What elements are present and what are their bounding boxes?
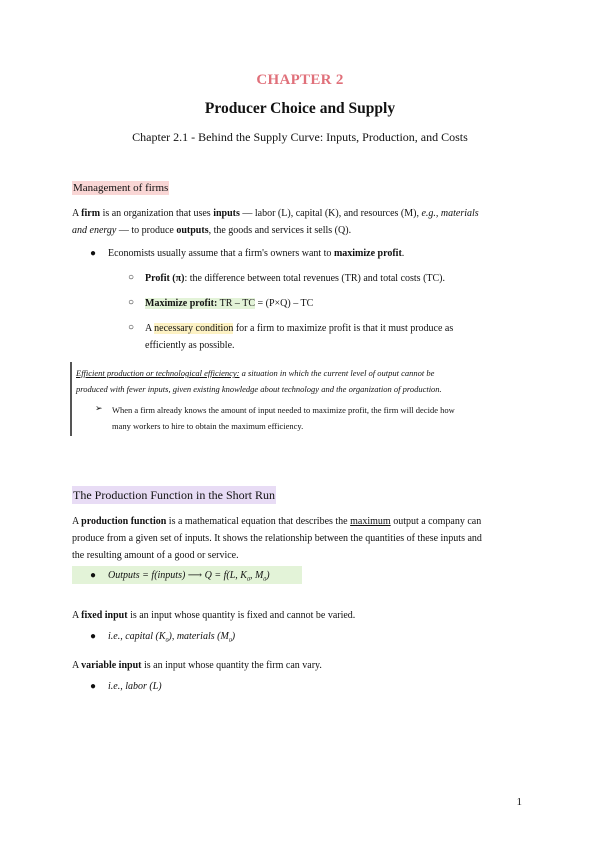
bullet: ● — [90, 631, 97, 642]
term-outputs: outputs — [176, 225, 209, 236]
efficiency-note: When a firm already knows the amount of input needed to maximize profit, the firm will decide how many workers to hire to obtain the maximum efficiency. — [112, 405, 455, 431]
sub-bullet: ○ — [128, 322, 135, 333]
necessary-condition: A necessary condition for a firm to maximize profit is that it must produce as efficiently as possible. — [145, 323, 454, 351]
bullet: ● — [90, 570, 97, 581]
term-production-function: production function — [81, 516, 167, 527]
variable-input-example: i.e., labor (L) — [108, 681, 162, 692]
term-necessary-condition: necessary condition — [154, 323, 234, 334]
profit-definition: Profit (π): the difference between total revenues (TR) and total costs (TC). — [145, 273, 446, 284]
sub-bullet: ○ — [128, 297, 135, 308]
term-inputs: inputs — [213, 208, 240, 219]
production-heading-text: The Production Function in the Short Run — [73, 488, 275, 502]
maximize-profit-formula: Maximize profit: TR – TC = (P×Q) – TC — [145, 298, 314, 309]
efficiency-definition: Efficient production or technological efficiency: a situation in which the current level of output cannot be produced with fewer inputs, given existing knowledge about technology and the organization of production. — [76, 368, 442, 394]
arrow-bullet: ➢ — [95, 403, 103, 413]
term-firm: firm — [81, 208, 101, 219]
firm-definition: A firm is an organization that uses inputs — labor (L), capital (K), and resources (M), e.g., materials and energy — to produce outputs, the goods and services it sells (Q). — [72, 208, 479, 236]
production-heading — [72, 488, 276, 503]
fixed-input-definition: A fixed input is an input whose quantity is fixed and cannot be varied. — [72, 610, 356, 621]
chapter-title: Producer Choice and Supply — [204, 100, 396, 117]
mgmt-heading — [72, 182, 169, 194]
production-function-definition: A production function is a mathematical equation that describes the maximum output a company can produce from a given set of inputs. It shows the relationship between the quantities of these inputs and the resulting amount of a good or service. — [72, 516, 482, 561]
variable-input-definition: A variable input is an input whose quantity the firm can vary. — [72, 660, 322, 671]
section-title: Chapter 2.1 - Behind the Supply Curve: Inputs, Production, and Costs — [132, 130, 468, 144]
fixed-input-example: i.e., capital $(K_0)$, materials $(M_0)$ — [108, 631, 236, 644]
sub-bullet: ○ — [128, 272, 135, 283]
chapter-label: CHAPTER 2 — [256, 72, 344, 88]
production-formula: Outputs = f(inputs) ⟶ Q = f(L, $K_0$, $M_0$) — [108, 570, 270, 583]
bullet-maximize-profit: Economists usually assume that a firm's owners want to maximize profit. — [108, 248, 405, 259]
bullet: ● — [90, 681, 97, 692]
page-number: 1 — [516, 796, 522, 808]
mgmt-heading-text: Management of firms — [73, 182, 169, 194]
bullet: ● — [90, 248, 97, 259]
